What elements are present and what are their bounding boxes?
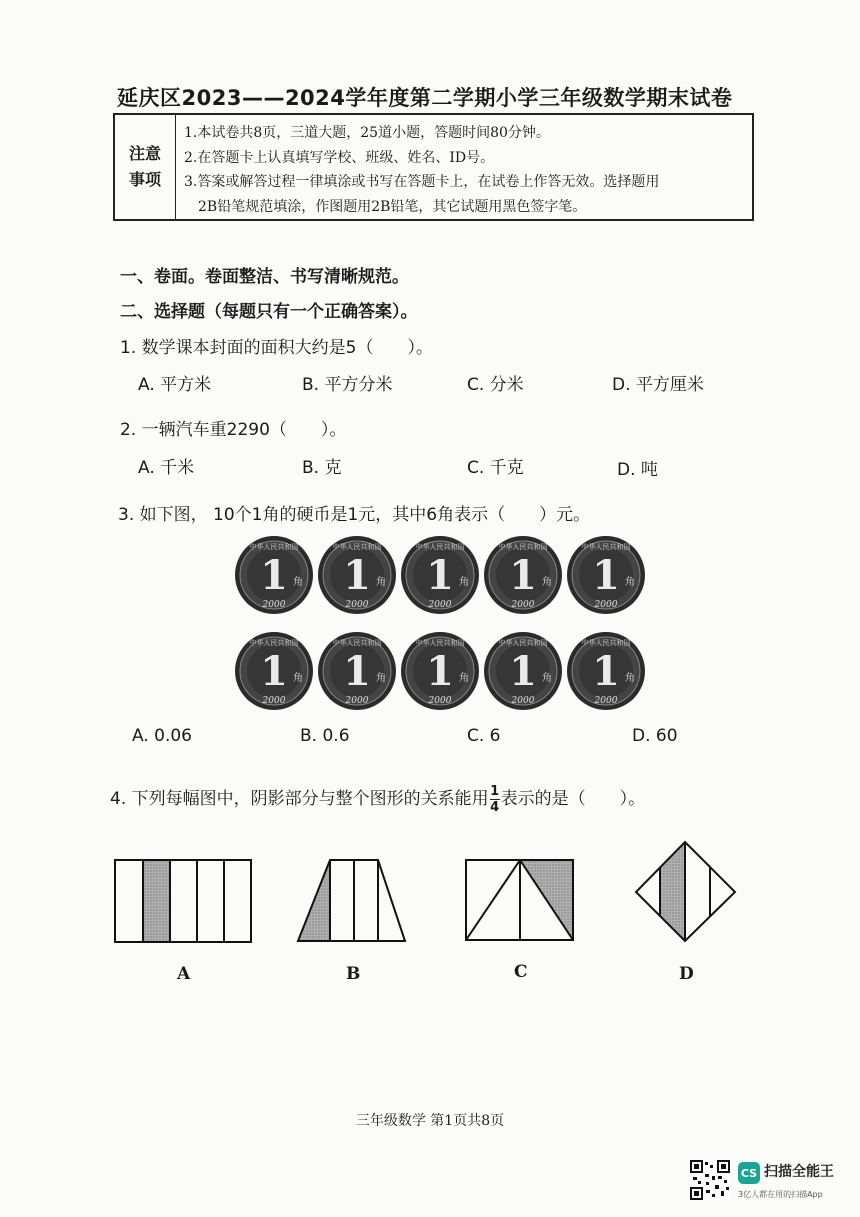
question-3-option-a: A. 0.06 [132,726,192,746]
question-1-option-c: C. 分米 [467,375,524,395]
question-1-option-d: D. 平方厘米 [612,375,704,395]
figure-b [298,860,405,941]
coin-rim-text: 中华人民共和国 [332,543,382,551]
notice-heading-line-1: 注意 [128,144,161,163]
coin-rim-text: 中华人民共和国 [332,639,382,647]
coin-digit: 1 [343,552,371,599]
scanner-logo-icon: CS [738,1162,760,1184]
exam-title: 延庆区2023——2024学年度第二学期小学三年级数学期末试卷 [117,86,733,110]
figure-d [636,842,735,941]
coin-rim-text: 中华人民共和国 [498,543,548,551]
coin-icon [401,536,479,614]
coin-rim-text: 中华人民共和国 [249,543,299,551]
coin-digit: 1 [260,552,288,599]
coin-unit: 角 [459,577,469,588]
coin-unit: 角 [293,673,303,684]
question-3-text: 3. 如下图， 10个1角的硬币是1元，其中6角表示（ ）元。 [118,505,591,525]
coin-icon [567,536,645,614]
qr-code-icon [690,1160,730,1200]
coin-digit: 1 [426,552,454,599]
coin-unit: 角 [376,673,386,684]
coin-digit: 1 [509,552,537,599]
coin-unit: 角 [542,673,552,684]
notice-line-3: 3.答案或解答过程一律填涂或书写在答题卡上，在试卷上作答无效。选择题用 [184,174,660,190]
coin-unit: 角 [542,577,552,588]
figure-label-c: C [514,962,528,982]
coin-year: 2000 [262,696,286,706]
question-4-text [110,784,645,814]
question-4-text-before: 4. 下列每幅图中，阴影部分与整个图形的关系能用 [110,789,489,809]
coin-year: 2000 [428,696,452,706]
notice-heading-line-2: 事项 [128,170,161,189]
coin-rim-text: 中华人民共和国 [415,543,465,551]
coin-unit: 角 [376,577,386,588]
coin-icon [235,536,313,614]
question-3-option-c: C. 6 [467,726,501,746]
notice-line-4: 2B铅笔规范填涂，作图题用2B铅笔，其它试题用黑色签字笔。 [198,198,587,215]
fraction-one-quarter [490,785,500,814]
coin-year: 2000 [262,600,286,610]
coin-icon [484,536,562,614]
coin-year: 2000 [428,600,452,610]
coin-unit: 角 [293,577,303,588]
coin-rim-text: 中华人民共和国 [581,639,631,647]
question-2-option-d: D. 吨 [617,460,658,480]
coin-digit: 1 [592,648,620,695]
question-4-text-after: 表示的是（ ）。 [500,789,646,809]
coin-digit: 1 [260,648,288,695]
question-2-text: 2. 一辆汽车重2290（ ）。 [120,420,347,440]
coin-unit: 角 [459,673,469,684]
notice-line-2: 2.在答题卡上认真填写学校、班级、姓名、ID号。 [184,149,495,166]
notice-box [113,113,754,221]
question-2-option-a: A. 千米 [138,458,195,478]
coin-icon [567,632,645,710]
question-2-option-c: C. 千克 [467,458,524,478]
coin-icon [235,632,313,710]
question-3-option-b: B. 0.6 [300,726,350,746]
coin-rim-text: 中华人民共和国 [415,639,465,647]
scanner-tagline: 3亿人都在用的扫描App [738,1190,823,1199]
question-4-figures [0,840,860,960]
coin-rim-text: 中华人民共和国 [498,639,548,647]
coin-digit: 1 [509,648,537,695]
coin-year: 2000 [345,600,369,610]
coin-year: 2000 [594,696,618,706]
scanner-app-name: 扫描全能王 [764,1164,834,1180]
coin-year: 2000 [345,696,369,706]
coin-digit: 1 [426,648,454,695]
fraction-denominator: 4 [490,799,500,815]
coin-icon [318,536,396,614]
coin-unit: 角 [625,577,635,588]
coin-year: 2000 [511,600,535,610]
coin-icon [401,632,479,710]
figure-a [115,860,251,942]
fraction-numerator: 1 [490,783,500,799]
figure-label-b: B [346,964,361,984]
question-1-text: 1. 数学课本封面的面积大约是5（ ）。 [120,338,433,358]
coin-year: 2000 [594,600,618,610]
notice-heading [115,115,176,219]
coin-year: 2000 [511,696,535,706]
section-1-heading: 一、卷面。卷面整洁、书写清晰规范。 [120,267,409,287]
question-1-option-a: A. 平方米 [138,375,212,395]
figure-label-d: D [679,964,694,984]
figure-label-a: A [177,964,191,984]
coin-digit: 1 [343,648,371,695]
notice-body [176,115,752,219]
coin-digit: 1 [592,552,620,599]
question-1-option-b: B. 平方分米 [302,375,393,395]
question-3-option-d: D. 60 [632,726,678,746]
coin-icon [484,632,562,710]
coin-rim-text: 中华人民共和国 [249,639,299,647]
question-2-option-b: B. 克 [302,458,342,478]
notice-line-1: 1.本试卷共8页，三道大题，25道小题，答题时间80分钟。 [184,125,550,141]
coin-unit: 角 [625,673,635,684]
coins-illustration [230,530,650,720]
figure-c [466,860,573,940]
section-2-heading: 二、选择题（每题只有一个正确答案）。 [120,302,418,322]
coin-rim-text: 中华人民共和国 [581,543,631,551]
page-footer: 三年级数学 第1页共8页 [355,1113,505,1129]
coin-icon [318,632,396,710]
